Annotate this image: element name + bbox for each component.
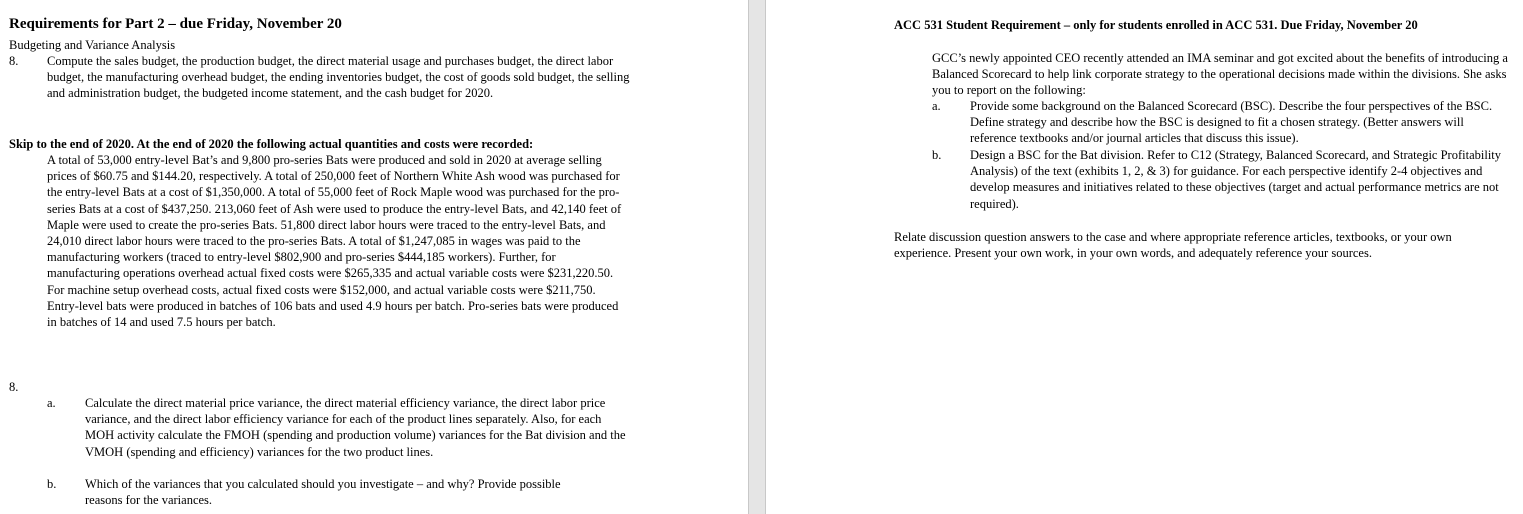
skip-heading: Skip to the end of 2020. At the end of 2020 the following actual quantities and costs were recorded: [9, 137, 534, 151]
item-8-text: Compute the sales budget, the production budget, the direct material usage and purchases budget, the direct labor budget, the manufacturing overhead budget, the ending inventories budget, the cost of goods sold budget, the selling and administration budget, the budgeted income statement, and the cash budget for 2020. [47, 54, 630, 101]
section-subtitle: Budgeting and Variance Analysis [9, 38, 176, 52]
item-label-a: a. [932, 99, 941, 113]
item-label-b: b. [932, 148, 942, 162]
item-number: 8. [9, 54, 19, 68]
left-document-page [0, 0, 748, 514]
item-b-text: Design a BSC for the Bat division. Refer to C12 (Strategy, Balanced Scorecard, and Strategic Profitability Analysis) of the text (exhibits 1, 2, & 3) for guidance. For each perspective identify 2-4 objectives and develop measures and initiatives related to these objectives (target and actual performance metrics are not required). [970, 148, 1502, 211]
right-document-page [766, 0, 1523, 514]
sub-item-label-b: b. [47, 477, 57, 491]
sub-item-label-a: a. [47, 396, 56, 410]
closing-paragraph: Relate discussion question answers to the case and where appropriate reference articles, textbooks, or your own experience. Present your own work, in your own words, and adequately reference your sources. [894, 230, 1452, 261]
item-number: 8. [9, 380, 19, 394]
actuals-paragraph: A total of 53,000 entry-level Bat’s and 9,800 pro-series Bats were produced and sold in 2020 at average selling prices of $60.75 and $144.20, respectively. A total of 250,000 feet of Northern White Ash wood was purchased for the entry-level Bats at a cost of $1,350,000. A total of 55,000 feet of Rock Maple wood was purchased for the pro-series Bats at a cost of $437,250. 213,060 feet of Ash were used to produce the entry-level Bats, and 42,140 feet of Maple were used to create the pro-series Bats. 51,800 direct labor hours were traced to the entry-level Bats, and 24,010 direct labor hours were traced to the pro-series Bats. A total of $1,247,085 in wages was paid to the manufacturing workers (traced to entry-level $802,900 and pro-series $444,185 workers). Further, for manufacturing operations overhead actual fixed costs were $265,335 and actual variable costs were $231,220.50. For machine setup overhead costs, actual fixed costs were $152,000, and actual variable costs were $211,750. Entry-level bats were produced in batches of 106 bats and used 4.9 hours per batch. Pro-series bats were produced in batches of 14 and used 7.5 hours per batch. [47, 153, 622, 330]
page-gutter [748, 0, 766, 514]
acc531-title: ACC 531 Student Requirement – only for students enrolled in ACC 531. Due Friday, November 20 [894, 18, 1418, 32]
intro-paragraph: GCC’s newly appointed CEO recently attended an IMA seminar and got excited about the benefits of introducing a Balanced Scorecard to help link corporate strategy to the operational decisions made within the divisions. She asks you to report on the following: [932, 51, 1508, 98]
sub-item-b-text: Which of the variances that you calculated should you investigate – and why? Provide possible reasons for the variances. [85, 477, 561, 508]
part2-title: Requirements for Part 2 – due Friday, November 20 [9, 16, 342, 32]
item-a-text: Provide some background on the Balanced Scorecard (BSC). Describe the four perspectives of the BSC. Define strategy and describe how the BSC is designed to fit a chosen strategy. (Better answers will reference textbooks and/or journal articles that discuss this issue). [970, 99, 1493, 146]
sub-item-a-text: Calculate the direct material price variance, the direct material efficiency variance, the direct labor price variance, and the direct labor efficiency variance for each of the product lines separately. Also, for each MOH activity calculate the FMOH (spending and production volume) variances for the Bat division and the VMOH (spending and efficiency) variances for the two product lines. [85, 396, 626, 459]
